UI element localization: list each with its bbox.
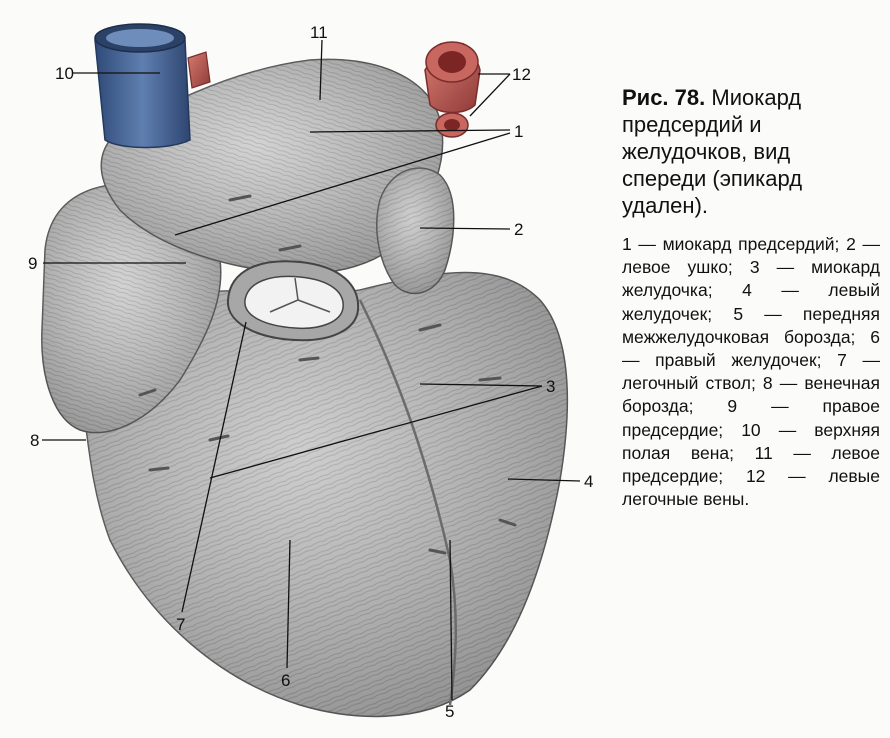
callout-5: 5 bbox=[445, 702, 455, 721]
legend-item: 10 — верхняя полая вена; bbox=[622, 419, 880, 463]
legend-item: 2 — левое ушко; bbox=[622, 234, 880, 278]
legend-item: 9 — правое предсердие; bbox=[622, 396, 880, 440]
legend-item: 11 — левое предсердие; bbox=[622, 442, 880, 487]
right-pulmonary-artery bbox=[188, 52, 210, 88]
legend-item: 1 — миокард предсердий; bbox=[622, 234, 847, 254]
legend-item: 12 — левые легочные вены. bbox=[622, 466, 880, 510]
left-auricle bbox=[377, 168, 454, 293]
callout-6: 6 bbox=[281, 671, 291, 690]
callout-7: 7 bbox=[176, 615, 186, 634]
callout-2: 2 bbox=[514, 220, 524, 239]
caption-title bbox=[622, 84, 880, 219]
callout-11: 11 bbox=[310, 23, 328, 42]
legend-item: 3 — миокард желудочка; bbox=[622, 257, 880, 301]
callout-4: 4 bbox=[584, 472, 594, 491]
callout-9: 9 bbox=[28, 254, 38, 273]
legend-item: 5 — передняя межжелудочковая борозда; bbox=[622, 303, 880, 347]
figure-caption bbox=[622, 84, 880, 511]
superior-vena-cava bbox=[95, 24, 190, 148]
legend-item: 6 — правый желудочек; bbox=[622, 326, 880, 371]
figure-number: Рис. 78. bbox=[622, 85, 706, 110]
callout-12: 12 bbox=[512, 65, 531, 84]
pulmonary-trunk bbox=[228, 261, 358, 340]
caption-legend bbox=[622, 233, 880, 511]
callout-1: 1 bbox=[514, 122, 524, 141]
legend-item: 7 — легочный ствол; bbox=[622, 350, 880, 394]
legend-item: 4 — левый желудочек; bbox=[622, 280, 880, 324]
callout-10: 10 bbox=[55, 64, 74, 83]
figure-title: Миокард предсердий и желудочков, вид спереди (эпикард удален). bbox=[622, 85, 803, 218]
callout-8: 8 bbox=[30, 431, 40, 450]
legend-item: 8 — венечная борозда; bbox=[622, 373, 880, 417]
callout-3: 3 bbox=[546, 377, 556, 396]
